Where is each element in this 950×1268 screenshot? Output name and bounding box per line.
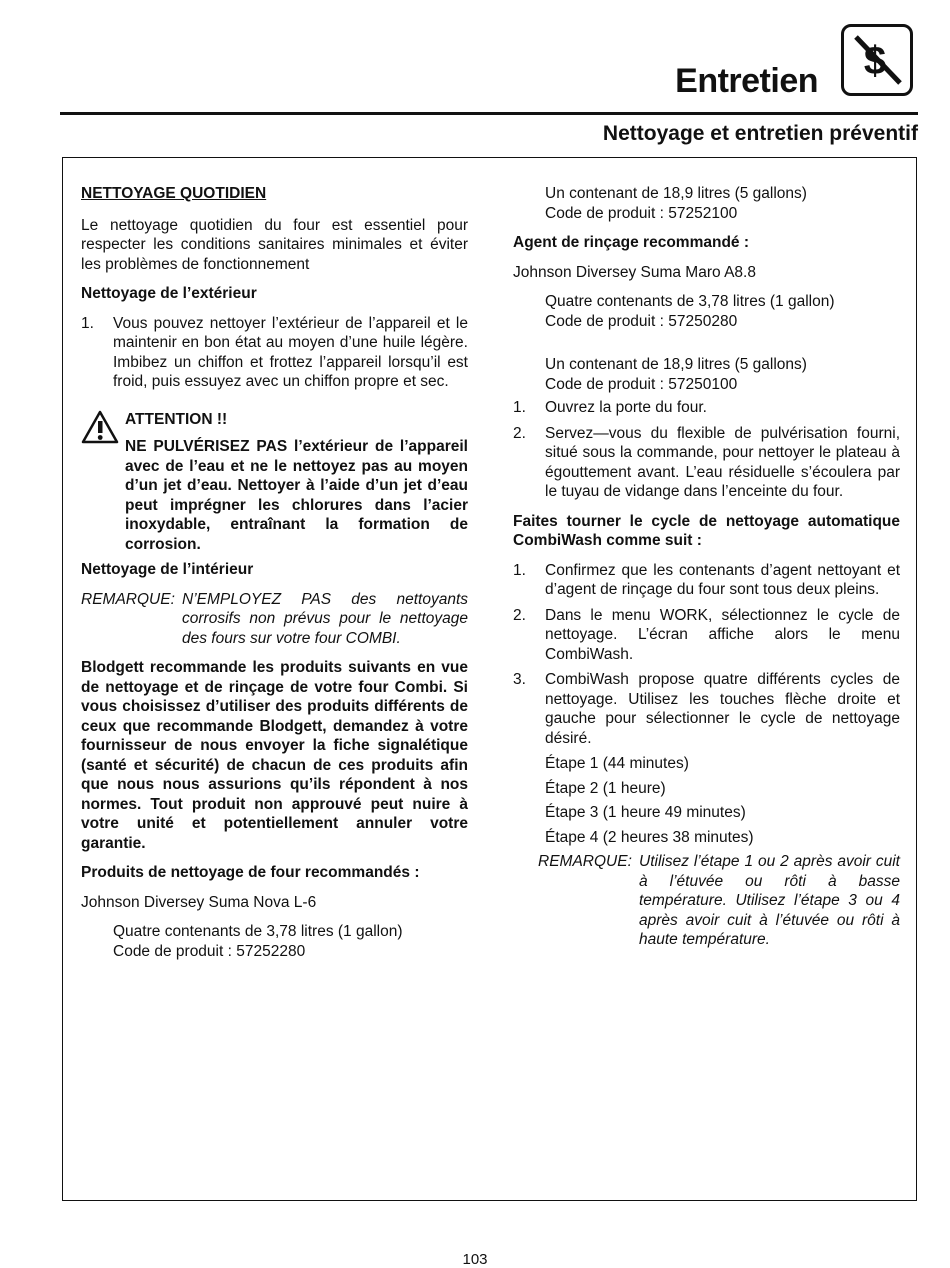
step-text: Confirmez que les contenants d’agent nettoyant et d’agent de rinçage du four sont tous deux pleins. [545,561,900,598]
rinse-pack [513,292,900,331]
product-code: Code de produit : 57252100 [545,204,738,222]
right-column [513,184,900,960]
rinse-product-name: Johnson Diversey Suma Maro A8.8 [513,263,756,281]
warning-block [81,410,468,555]
step-number: 3. [513,671,526,688]
remark-note [538,852,900,950]
remark-note [81,590,468,649]
stage-item: Étape 1 (44 minutes) [545,755,689,772]
list-item [513,670,900,748]
rinse-heading: Agent de rinçage recommandé : [513,234,750,251]
interior-heading: Nettoyage de l’intérieur [81,561,254,578]
product-code: Code de produit : 57250280 [545,312,738,330]
product-pack [81,922,468,961]
section-title: NETTOYAGE QUOTIDIEN [81,185,267,202]
step-text: CombiWash propose quatre différents cycles de nettoyage. Utilisez les touches flèche droite et gauche pour sélectionner le cycle de nettoyage désiré. [545,671,900,747]
stage-item: Étape 4 (2 heures 38 minutes) [545,828,754,846]
warning-body [125,410,468,555]
step-text: Vous pouvez nettoyer l’extérieur de l’appareil et le maintenir en bon état au moyen d’une huile légère. Imbibez un chiffon et frottez l’appareil lorsqu’il est froid, puis essuyez avec un chiffon propre et sec. [113,314,468,390]
stage-item: Étape 3 (1 heure 49 minutes) [545,804,746,821]
list-item [513,398,900,418]
step-number: 2. [513,424,526,442]
product-name: Johnson Diversey Suma Nova L-6 [81,893,317,911]
page-number: 103 [462,1251,488,1268]
product-code: Code de produit : 57250100 [545,375,738,393]
list-item [513,561,900,600]
left-column [81,184,468,961]
product-code: Code de produit : 57252280 [113,942,306,960]
pack-size: Un contenant de 18,9 litres (5 gallons) [545,356,807,373]
remark-label: REMARQUE: [538,853,632,870]
svg-text:$: $ [863,39,887,83]
rinse-pack [513,355,900,394]
step-number: 1. [513,561,526,579]
pack-size: Quatre contenants de 3,78 litres (1 gallon) [113,923,403,940]
pack-size: Un contenant de 18,9 litres (5 gallons) [545,185,807,202]
intro-paragraph: Le nettoyage quotidien du four est essentiel pour respecter les conditions sanitaires minimales et éviter les problèmes de fonctionnement [81,216,468,273]
page-subtitle: Nettoyage et entretien préventif [602,122,918,145]
page-title: Entretien [675,62,818,100]
remark-text: Utilisez l’étape 1 ou 2 après avoir cuit à l’étuvée ou rôti à basse température. Utilisez l’étape 3 ou 4 après avoir cuit à l’étuvée ou rôti à haute température. [639,853,900,948]
remark-text: N’EMPLOYEZ PAS des nettoyants corrosifs non prévus pour le nettoyage des fours sur votre four COMBI. [182,590,468,647]
remark-label: REMARQUE: [81,590,175,608]
stage-list [513,754,900,847]
list-item [513,606,900,665]
exterior-heading: Nettoyage de l’extérieur [81,285,257,302]
step-text: Servez—vous du flexible de pulvérisation fourni, situé sous la commande, pour nettoyer le plateau à égouttement avant. L’eau résiduelle s’écoulera par le tuyau de vidange dans l’enceinte du four. [545,424,900,500]
warning-text: NE PULVÉRISEZ PAS l’extérieur de l’appareil avec de l’eau et ne le nettoyez pas au moyen d’un jet d’eau. Nettoyer à l’aide d’un jet d’eau peut imprégner les chlorures dans l’acier inoxydable, entraînant la formation de corrosion. [125,438,468,553]
stage-item: Étape 2 (1 heure) [545,779,666,797]
list-item [513,424,900,502]
products-heading: Produits de nettoyage de four recommandés : [81,864,420,881]
recommendation-paragraph: Blodgett recommande les produits suivants en vue de nettoyage et de rinçage de votre four Combi. Si vous choisissez d’utiliser des produits différents de ceux que recommande Blodgett, demandez à votre fournisseur de nous envoyer la fiche signalétique (santé et sécurité) de chacun de ces produits afin que nous nous assurions qu’ils répondent à nos normes. Tout produit non approuvé peut nuire à votre unité et potentiellement annuler votre garantie. [81,659,468,852]
cycle-heading: Faites tourner le cycle de nettoyage automatique CombiWash comme suit : [513,512,900,549]
product-pack [513,184,900,223]
step-text: Dans le menu WORK, sélectionnez le cycle de nettoyage. L’écran affiche alors le menu CombiWash. [545,606,900,663]
pack-size: Quatre contenants de 3,78 litres (1 gallon) [545,293,835,310]
header-rule [60,112,918,115]
warning-title: ATTENTION !! [125,410,228,428]
no-dollar-icon [841,24,913,96]
step-text: Ouvrez la porte du four. [545,399,707,416]
step-number: 1. [513,399,526,416]
step-number: 1. [81,314,94,332]
step-number: 2. [513,606,526,624]
warning-triangle-icon [81,410,125,555]
exterior-step [81,314,468,392]
